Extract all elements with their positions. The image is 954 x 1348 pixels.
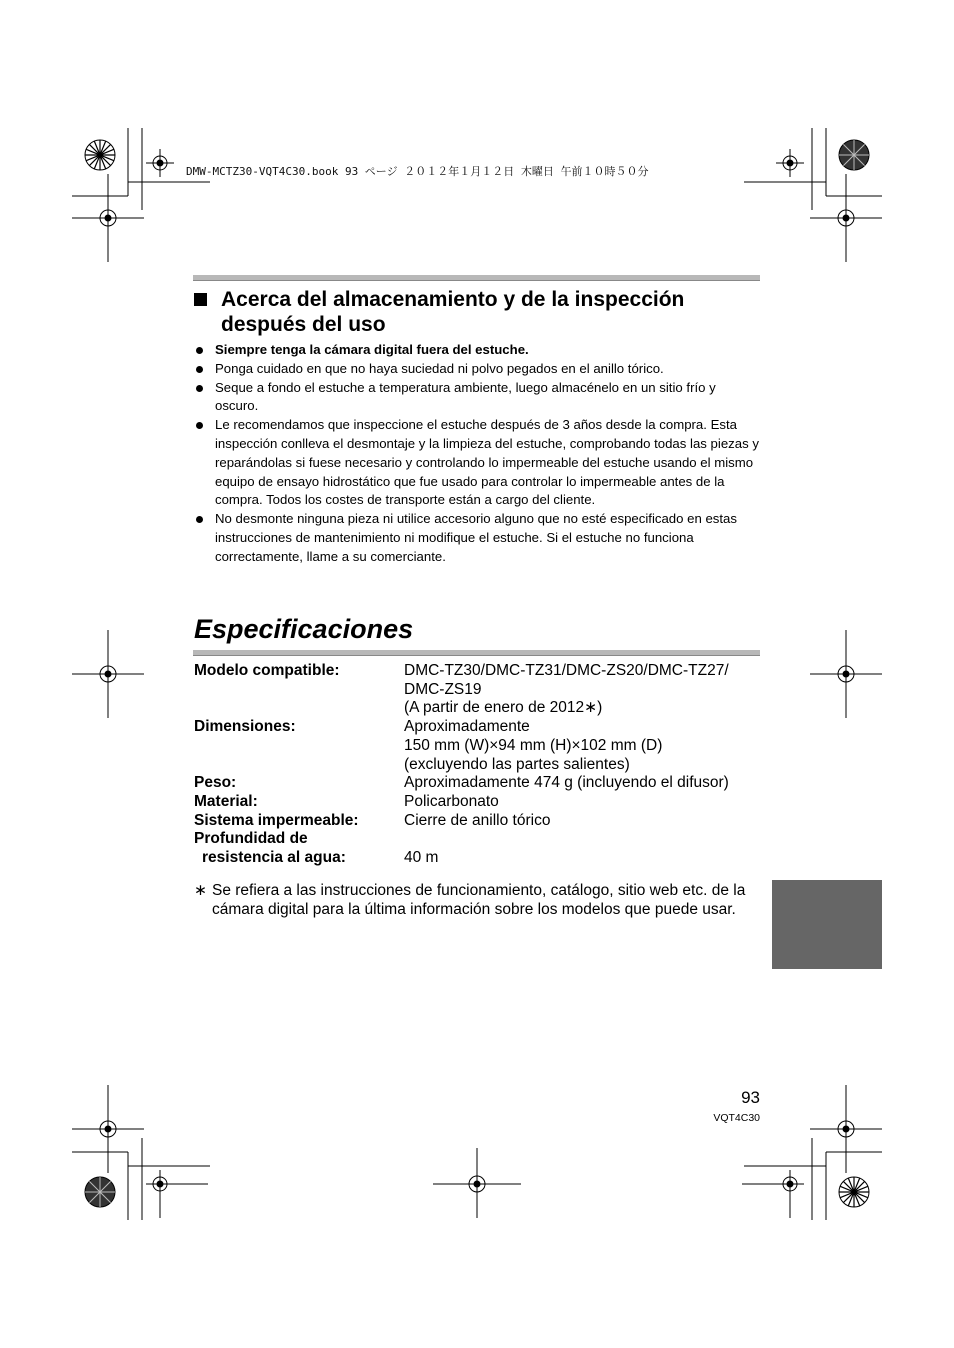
spec-row-model	[194, 662, 760, 718]
spec-value	[404, 830, 760, 849]
document-code: VQT4C30	[713, 1112, 760, 1124]
spec-value: (excluyendo las partes salientes)	[404, 755, 630, 773]
care-instructions-list	[194, 341, 760, 567]
list-item: Siempre tenga la cámara digital fuera del estuche.	[194, 341, 760, 360]
footnote	[194, 882, 760, 919]
spec-label: Dimensiones:	[194, 718, 296, 736]
list-item: Ponga cuidado en que no haya suciedad ni polvo pegados en el anillo tórico.	[194, 360, 760, 379]
footnote-text: Se refiera a las instrucciones de funcionamiento, catálogo, sitio web etc. de la cámara digital para la última información sobre los modelos que puede usar.	[212, 882, 746, 918]
page-number: 93	[741, 1088, 760, 1107]
asterisk-icon: ∗	[194, 882, 207, 899]
spec-label: resistencia al agua:	[202, 849, 346, 867]
spec-value: Policarbonato	[404, 792, 499, 810]
print-header: DMW-MCTZ30-VQT4C30.book 93 ページ ２０１２年１月１２日 木曜日 午前１０時５０分	[186, 165, 649, 178]
spec-label: Profundidad de	[194, 830, 308, 848]
spec-label: Peso:	[194, 774, 237, 792]
spec-value: Cierre de anillo tórico	[404, 811, 551, 829]
spec-label: Material:	[194, 792, 258, 810]
spec-row-seal	[194, 812, 760, 831]
list-item: Le recomendamos que inspeccione el estuche después de 3 años desde la compra. Esta inspección conlleva el desmontaje y la limpieza del estuche, comprobando todas las piezas y reparándolas si fuese necesario y controlando lo impermeable del estuche usando el mismo equipo de ensayo hidrostático que fue usado para controlar lo impermeable antes de la compra. Todos los costes de transporte están a cargo del cliente.	[194, 416, 760, 510]
list-item: No desmonte ninguna pieza ni utilice accesorio alguno que no esté especificado en estas instrucciones de mantenimiento ni modifique el estuche. Si el estuche no funciona correctamente, llame a su comerciante.	[194, 510, 760, 566]
list-item: Seque a fondo el estuche a temperatura ambiente, luego almacénelo en un sitio frío y oscuro.	[194, 379, 760, 417]
section-thumb-tab	[772, 880, 882, 969]
specs-title: Especificaciones	[194, 614, 414, 644]
specs-table	[194, 662, 760, 868]
spec-value: Aproximadamente	[404, 718, 530, 736]
spec-value: DMC-TZ30/DMC-TZ31/DMC-ZS20/DMC-TZ27/	[404, 662, 729, 679]
spec-value: (A partir de enero de 2012∗)	[404, 699, 603, 717]
spec-row-depth-cont	[194, 849, 760, 868]
spec-label: Sistema impermeable:	[194, 811, 359, 829]
spec-row-depth	[194, 830, 760, 849]
spec-value: 150 mm (W)×94 mm (H)×102 mm (D)	[404, 736, 663, 754]
spec-value: 40 m	[404, 849, 439, 867]
specs-rule	[193, 650, 760, 656]
spec-value: Aproximadamente 474 g (incluyendo el difusor)	[404, 774, 729, 792]
spec-value: DMC-ZS19	[404, 680, 482, 698]
spec-row-material	[194, 793, 760, 812]
spec-row-dimensions	[194, 718, 760, 774]
section-rule	[193, 275, 760, 281]
spec-label: Modelo compatible:	[194, 662, 340, 679]
section-heading-text: Acerca del almacenamiento y de la inspección después del uso	[221, 288, 685, 336]
spec-row-weight	[194, 774, 760, 793]
square-bullet-icon	[194, 293, 207, 306]
